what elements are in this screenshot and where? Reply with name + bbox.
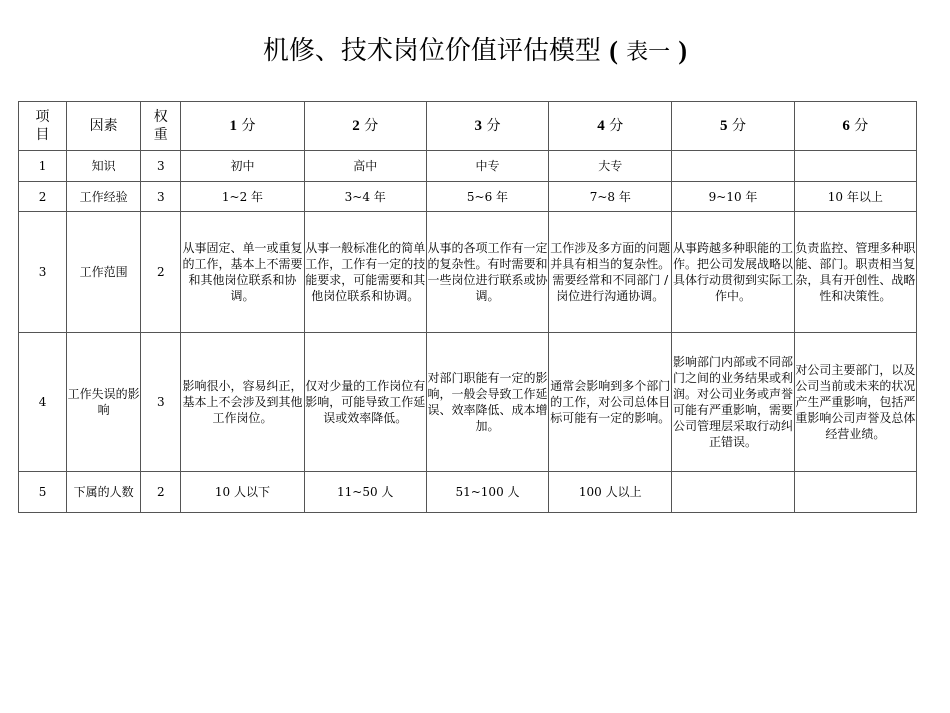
score-num: 3 xyxy=(474,118,483,134)
row-cell xyxy=(794,472,916,513)
row-cell: 3~4 年 xyxy=(304,182,426,212)
header-row xyxy=(19,102,917,151)
row-cell: 仅对少量的工作岗位有影响，可能导致工作延误或效率降低。 xyxy=(304,333,426,472)
row-cell xyxy=(794,151,916,182)
row-cell: 通常会影响到多个部门的工作，对公司总体目标可能有一定的影响。 xyxy=(549,333,672,472)
row-cell: 影响部门内部或不同部门之间的业务结果或利润。对公司业务或声誉可能有严重影响，需要公司管理层采取行动纠正错误。 xyxy=(672,333,794,472)
row-cell: 从事一般标准化的简单工作，工作有一定的技能要求，可能需要和其他岗位联系和协调。 xyxy=(304,212,426,333)
row-item: 1 xyxy=(19,151,67,182)
row-cell: 5~6 年 xyxy=(426,182,548,212)
row-cell: 负责监控、管理多种职能、部门。职责相当复杂，具有开创性、战略性和决策性。 xyxy=(794,212,916,333)
row-item: 5 xyxy=(19,472,67,513)
header-score-6 xyxy=(794,102,916,151)
row-cell: 从事的各项工作有一定的复杂性。有时需要和一些岗位进行联系或协调。 xyxy=(426,212,548,333)
row-cell: 7~8 年 xyxy=(549,182,672,212)
row-cell: 10 人以下 xyxy=(181,472,304,513)
score-unit: 分 xyxy=(732,118,746,134)
header-weight xyxy=(141,102,181,151)
page-title xyxy=(0,30,950,67)
row-cell: 高中 xyxy=(304,151,426,182)
row-cell: 初中 xyxy=(181,151,304,182)
header-factor: 因素 xyxy=(67,102,141,151)
title-close-paren: ) xyxy=(678,36,688,65)
row-cell: 51~100 人 xyxy=(426,472,548,513)
row-factor: 下属的人数 xyxy=(67,472,141,513)
score-unit: 分 xyxy=(609,118,624,134)
score-num: 1 xyxy=(229,118,237,134)
table-row xyxy=(19,472,917,513)
header-score-5 xyxy=(672,102,794,151)
row-cell: 11~50 人 xyxy=(304,472,426,513)
header-weight-line2: 重 xyxy=(153,127,168,143)
row-weight: 3 xyxy=(141,333,181,472)
header-score-4 xyxy=(549,102,672,151)
title-main: 机修、技术岗位价值评估模型 xyxy=(262,36,601,66)
row-cell: 影响很小，容易纠正，基本上不会涉及到其他工作岗位。 xyxy=(181,333,304,472)
row-item: 3 xyxy=(19,212,67,333)
header-score-2 xyxy=(304,102,426,151)
row-factor: 工作失误的影响 xyxy=(67,333,141,472)
row-weight: 3 xyxy=(141,151,181,182)
row-cell: 从事固定、单一或重复的工作，基本上不需要和其他岗位联系和协调。 xyxy=(181,212,304,333)
row-factor: 知识 xyxy=(67,151,141,182)
score-unit: 分 xyxy=(364,118,379,134)
score-num: 4 xyxy=(597,118,605,134)
row-factor: 工作范围 xyxy=(67,212,141,333)
row-cell: 工作涉及多方面的问题并具有相当的复杂性。需要经常和不同部门 / 岗位进行沟通协调。 xyxy=(549,212,672,333)
header-item-line1: 项 xyxy=(35,109,50,125)
score-num: 2 xyxy=(352,118,360,134)
row-cell xyxy=(672,472,794,513)
table-row xyxy=(19,151,917,182)
score-num: 6 xyxy=(842,118,850,134)
row-weight: 3 xyxy=(141,182,181,212)
header-item xyxy=(19,102,67,151)
row-weight: 2 xyxy=(141,212,181,333)
header-score-3 xyxy=(426,102,548,151)
row-cell: 对公司主要部门，以及公司当前或未来的状况产生严重影响，包括严重影响公司声誉及总体经营业绩。 xyxy=(794,333,916,472)
title-open-paren: ( xyxy=(609,36,618,65)
table-row xyxy=(19,212,917,333)
score-num: 5 xyxy=(720,118,728,134)
row-cell: 中专 xyxy=(426,151,548,182)
row-item: 4 xyxy=(19,333,67,472)
row-cell: 从事跨越多种职能的工作。把公司发展战略以具体行动贯彻到实际工作中。 xyxy=(672,212,794,333)
score-unit: 分 xyxy=(854,118,869,134)
score-unit: 分 xyxy=(486,118,501,134)
header-score-1 xyxy=(181,102,304,151)
row-cell: 10 年以上 xyxy=(794,182,916,212)
table-row xyxy=(19,333,917,472)
score-unit: 分 xyxy=(241,118,256,134)
row-cell: 100 人以上 xyxy=(549,472,672,513)
row-item: 2 xyxy=(19,182,67,212)
row-cell: 大专 xyxy=(549,151,672,182)
header-weight-line1: 权 xyxy=(153,109,168,125)
row-factor: 工作经验 xyxy=(67,182,141,212)
header-item-line2: 目 xyxy=(35,127,50,143)
row-cell xyxy=(672,151,794,182)
row-cell: 1~2 年 xyxy=(181,182,304,212)
row-cell: 9~10 年 xyxy=(672,182,794,212)
row-weight: 2 xyxy=(141,472,181,513)
evaluation-table xyxy=(18,101,917,513)
title-sub: 表一 xyxy=(626,40,671,65)
table-row xyxy=(19,182,917,212)
row-cell: 对部门职能有一定的影响，一般会导致工作延误、效率降低、成本增加。 xyxy=(426,333,548,472)
